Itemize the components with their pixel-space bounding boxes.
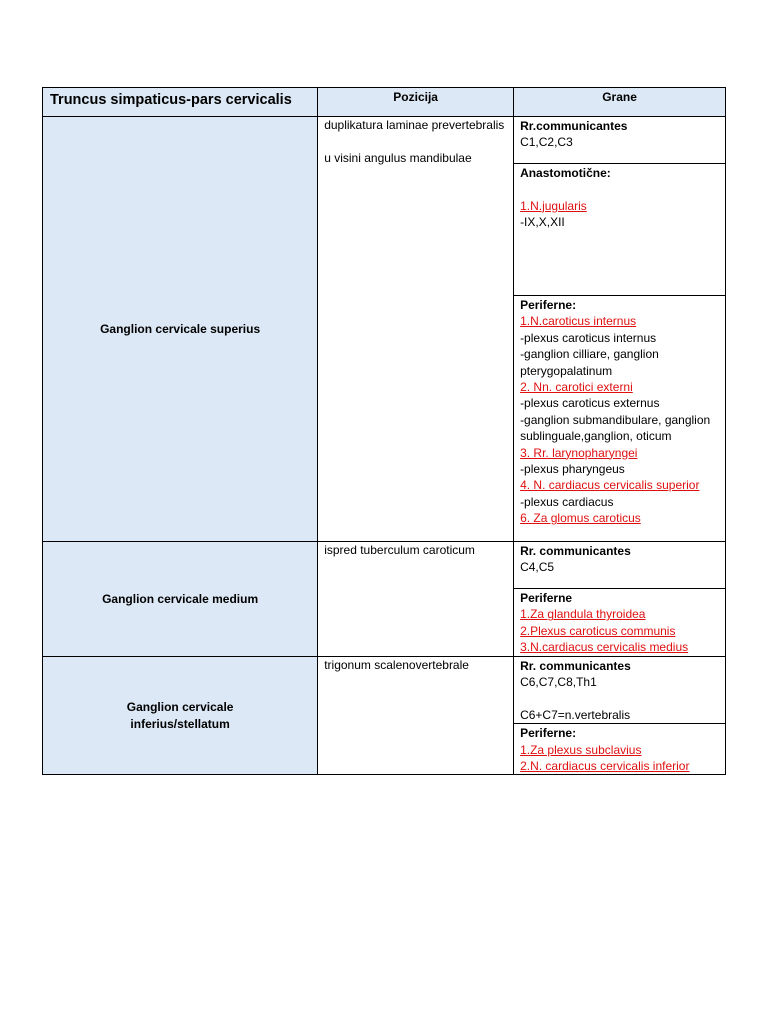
superius-p3-a: -plexus pharyngeus (520, 462, 625, 477)
inferius-rr-cell (514, 656, 726, 724)
table-header-row (43, 88, 726, 117)
superius-anast-title: Anastomotične: (520, 166, 611, 180)
inferius-rr-title: Rr. communicantes (520, 658, 631, 673)
ganglion-inferius-name-line1: Ganglion cervicale (126, 700, 234, 715)
ganglion-medium-name: Ganglion cervicale medium (43, 542, 318, 657)
table-row-medium-1 (43, 542, 726, 589)
inferius-periferne-cell (514, 724, 726, 775)
medium-periferne-cell (514, 589, 726, 657)
superius-p2-a: -plexus caroticus externus (520, 396, 660, 411)
table-title: Truncus simpaticus-pars cervicalis (43, 88, 318, 117)
superius-p1-b: -ganglion cilliare, ganglion pterygopalatinum (520, 347, 659, 378)
medium-p2: 2.Plexus caroticus communis (520, 623, 676, 638)
inferius-periferne-title: Periferne: (520, 726, 577, 741)
superius-pozicija-2: u visini angulus mandibulae (324, 150, 472, 165)
superius-p3: 3. Rr. larynopharyngei (520, 445, 638, 460)
medium-rr-values: C4,C5 (520, 560, 555, 575)
medium-rr-cell (514, 542, 726, 589)
medium-p1: 1.Za glandula thyroidea (520, 607, 646, 622)
superius-periferne-title: Periferne: (520, 298, 577, 312)
superius-p1-a: -plexus caroticus internus (520, 330, 657, 345)
sympathetic-trunk-table (42, 87, 726, 775)
ganglion-inferius-name (43, 656, 318, 775)
table-row-inferius-1 (43, 656, 726, 724)
superius-p4: 4. N. cardiacus cervicalis superior (520, 478, 700, 493)
column-header-grane: Grane (514, 88, 726, 117)
superius-periferne-cell (514, 296, 726, 542)
superius-rr-title: Rr.communicantes (520, 119, 628, 133)
inferius-rr-extra: C6+C7=n.vertebralis (520, 707, 631, 722)
inferius-rr-values: C6,C7,C8,Th1 (520, 675, 597, 690)
superius-p1: 1.N.caroticus internus (520, 314, 637, 329)
superius-anast-cell (514, 164, 726, 296)
inferius-pozicija: trigonum scalenovertebrale (318, 656, 514, 775)
superius-rr-values: C1,C2,C3 (520, 135, 573, 150)
inferius-p1: 1.Za plexus subclavius (520, 742, 642, 757)
superius-rr-cell (514, 117, 726, 164)
ganglion-inferius-name-line2: inferius/stellatum (130, 716, 230, 731)
superius-p2: 2. Nn. carotici externi (520, 380, 633, 395)
ganglion-superius-name: Ganglion cervicale superius (43, 117, 318, 542)
superius-anast-1: 1.N.jugularis (520, 198, 587, 213)
medium-periferne-title: Periferne (520, 591, 573, 605)
medium-rr-title: Rr. communicantes (520, 544, 631, 558)
superius-p2-b: -ganglion submandibulare, ganglion sublinguale,ganglion, oticum (520, 412, 711, 444)
superius-anast-1-sub: -IX,X,XII (520, 215, 565, 230)
column-header-pozicija: Pozicija (318, 88, 514, 117)
medium-pozicija: ispred tuberculum caroticum (318, 542, 514, 657)
superius-p6: 6. Za glomus caroticus (520, 511, 641, 526)
inferius-p2: 2.N. cardiacus cervicalis inferior (520, 759, 690, 774)
medium-p3: 3.N.cardiacus cervicalis medius (520, 640, 689, 655)
superius-pozicija-1: duplikatura laminae prevertebralis (324, 118, 505, 132)
superius-p4-a: -plexus cardiacus (520, 494, 614, 509)
table-row-superius-1 (43, 117, 726, 164)
superius-pozicija-cell (318, 117, 514, 542)
